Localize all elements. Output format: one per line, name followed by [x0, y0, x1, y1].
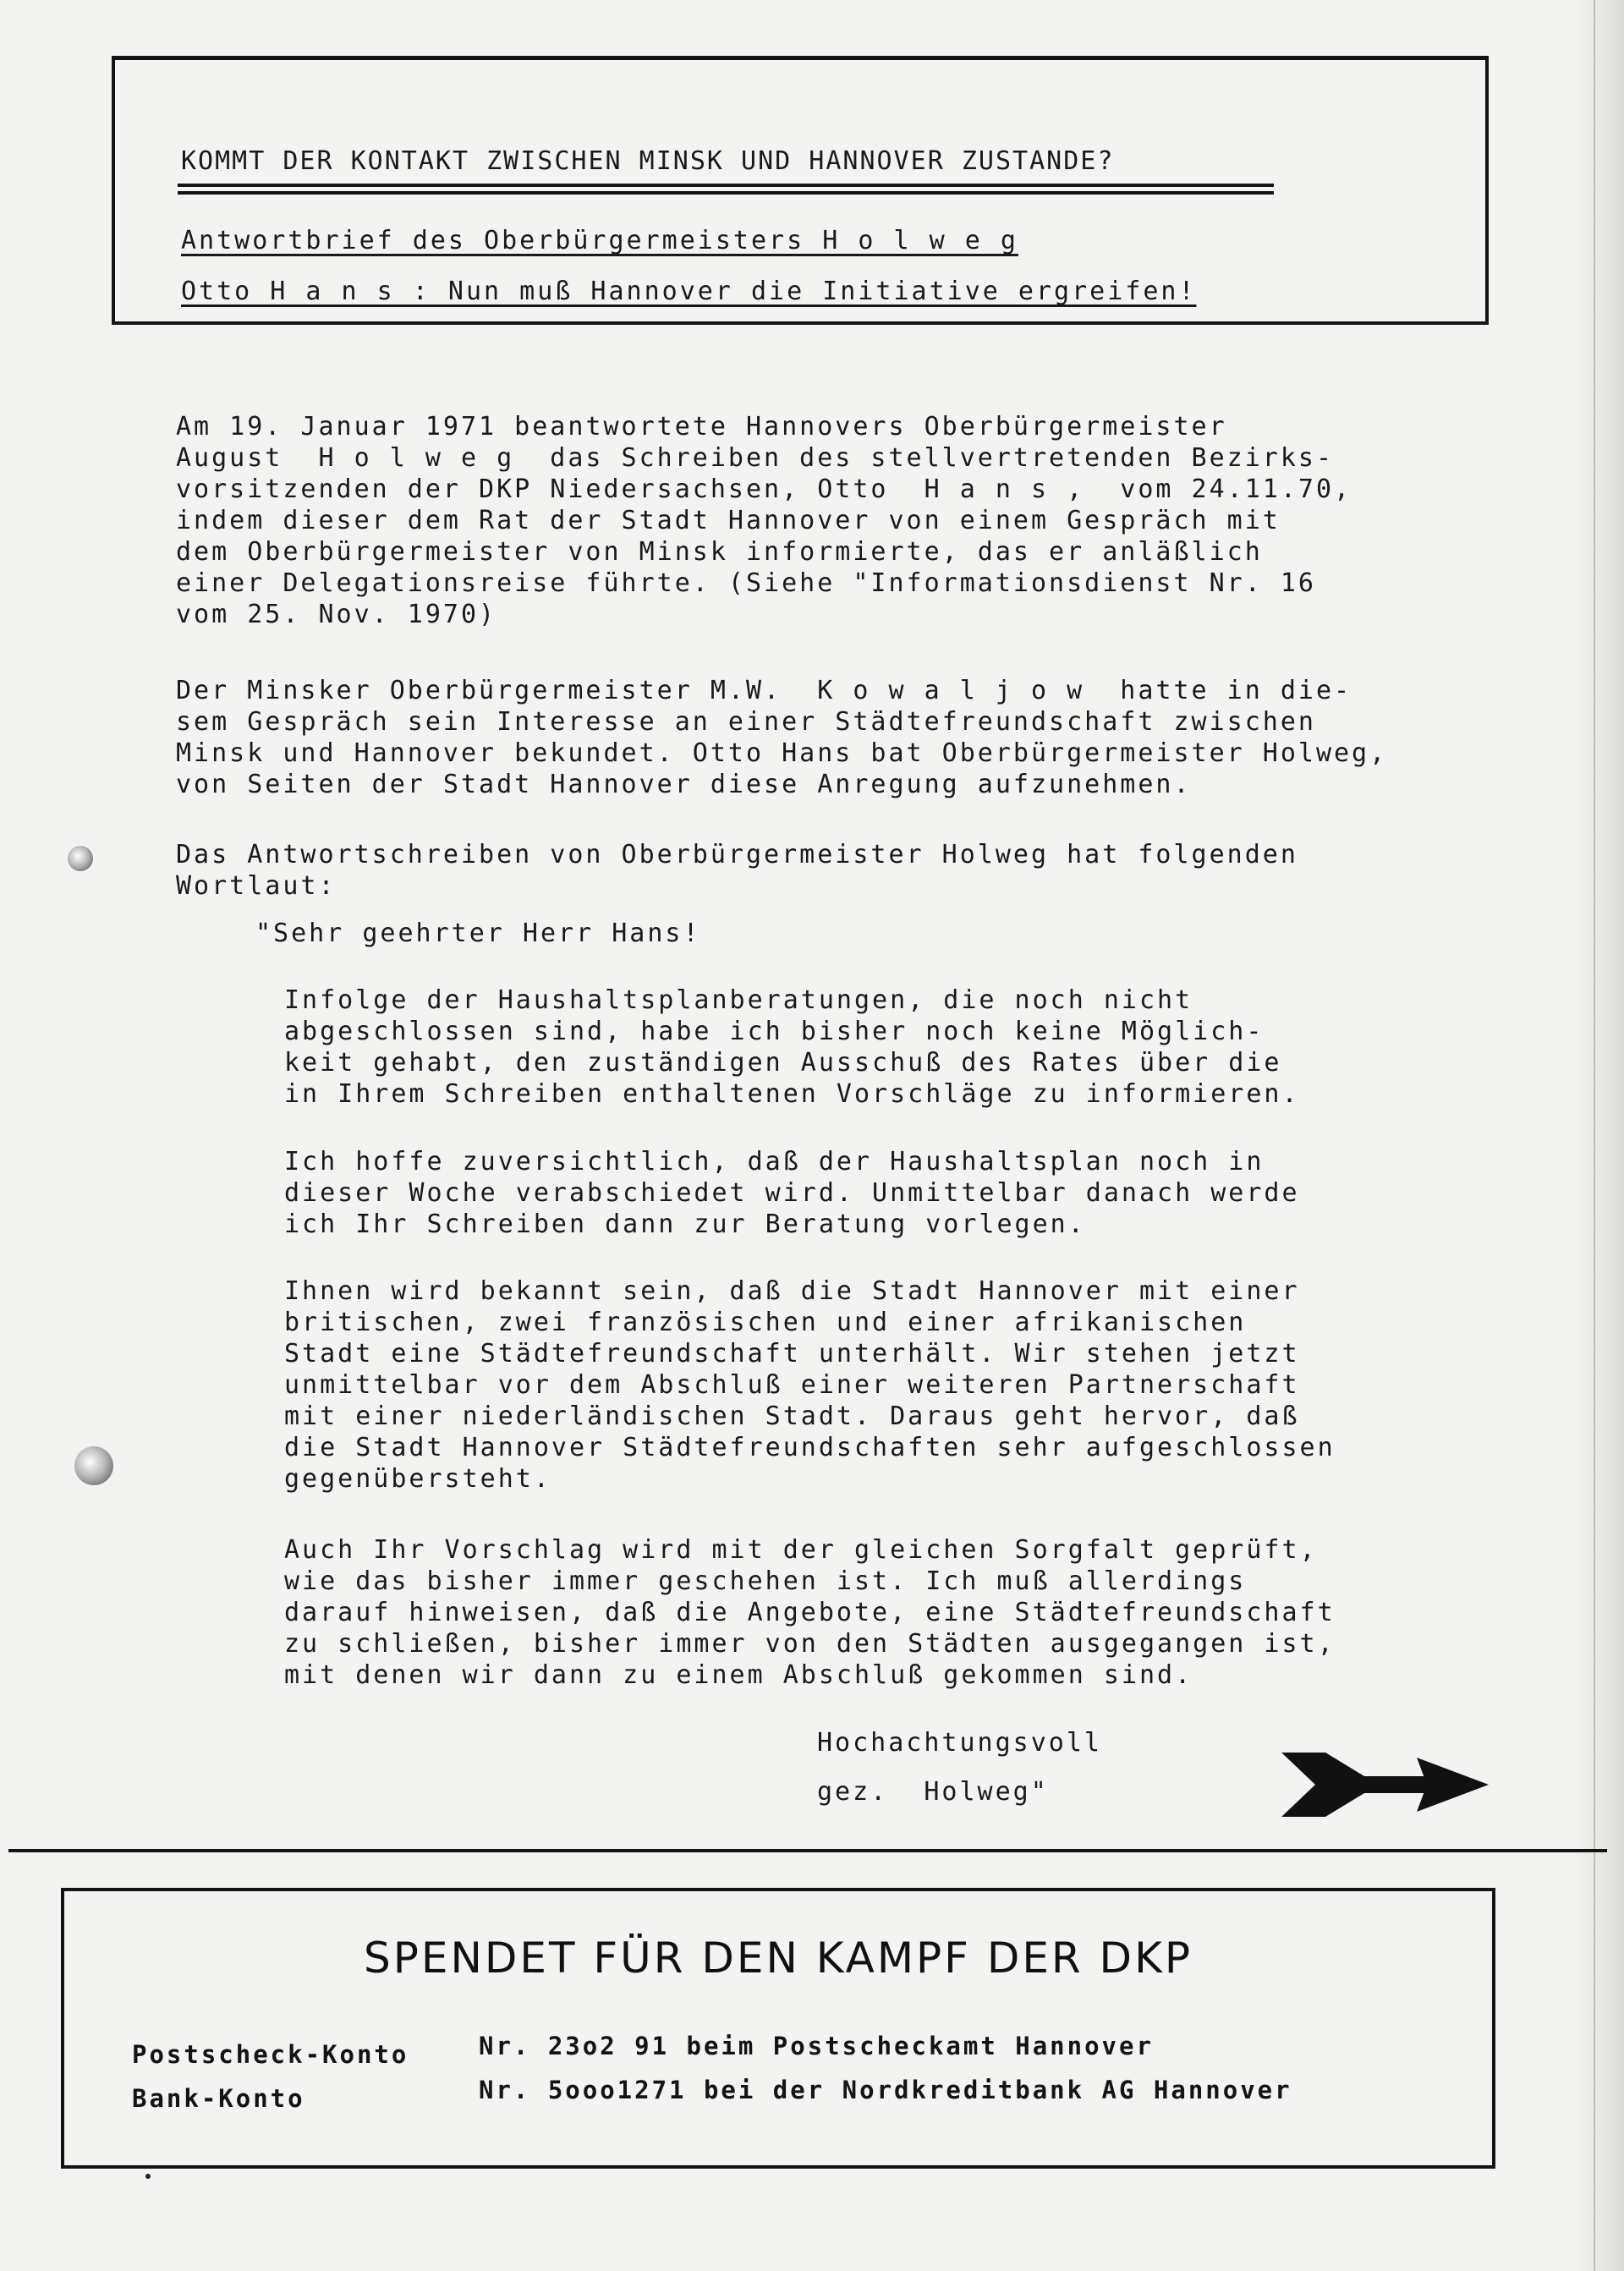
headline-double-rule-top: [178, 184, 1274, 187]
donation-box: [61, 1888, 1495, 2169]
headline-title: KOMMT DER KONTAKT ZWISCHEN MINSK UND HANNOVER ZUSTANDE?: [181, 146, 1115, 176]
account-detail-postscheck: Nr. 23o2 91 beim Postscheckamt Hannover: [479, 2032, 1154, 2060]
letter-signature: gez. Holweg": [817, 1777, 1049, 1807]
headline-double-rule-bottom: [178, 191, 1274, 195]
letter-greeting: "Sehr geehrter Herr Hans!: [255, 919, 701, 948]
letter-paragraph-4: Auch Ihr Vorschlag wird mit der gleichen Sorgfalt geprüft, wie das bisher immer geschehen ist. Ich muß allerdings darauf hinweisen, daß die Angebote, eine Städtefreundschaft zu schließen, bisher immer von den Städten ausgegangen ist, mit denen wir dann zu einem Abschluß gekommen sind.: [284, 1535, 1336, 1690]
body-paragraph-reply-intro: Das Antwortschreiben von Oberbürgermeister Holweg hat folgenden Wortlaut:: [176, 840, 1298, 901]
arrow-right-icon: [1281, 1751, 1493, 1818]
headline-subtitle-2: Otto H a n s : Nun muß Hannover die Initiative ergreifen!: [181, 277, 1197, 306]
headline-box: [112, 56, 1489, 325]
page-edge-shadow: [1573, 0, 1624, 2271]
account-detail-bank: Nr. 5ooo1271 bei der Nordkreditbank AG Hannover: [479, 2076, 1292, 2104]
account-label-bank: Bank-Konto: [132, 2084, 305, 2113]
letter-paragraph-3: Ihnen wird bekannt sein, daß die Stadt Hannover mit einer britischen, zwei französischen und einer afrikanischen Stadt eine Städtefreundschaft unterhält. Wir stehen jetzt unmittelbar vor dem Abschluß einer weiteren Partnerschaft mit einer niederländischen Stadt. Daraus geht hervor, daß die Stadt Hannover Städtefreundschaften sehr aufgeschlossen gegenübersteht.: [284, 1276, 1336, 1494]
section-divider: [8, 1849, 1607, 1852]
page-edge-line: [1594, 0, 1595, 2271]
punch-hole-icon: [68, 846, 93, 871]
stray-dot: [145, 2174, 151, 2179]
letter-closing: Hochachtungsvoll: [817, 1728, 1102, 1758]
account-label-postscheck: Postscheck-Konto: [132, 2040, 409, 2069]
punch-hole-icon: [74, 1446, 113, 1485]
letter-paragraph-2: Ich hoffe zuversichtlich, daß der Haushaltsplan noch in dieser Woche verabschiedet wird. Unmittelbar danach werde ich Ihr Schreiben dann zur Beratung vorlegen.: [284, 1147, 1300, 1239]
body-paragraph-intro: Am 19. Januar 1971 beantwortete Hannovers Oberbürgermeister August H o l w e g das Schreiben des stellvertretenden Bezirks- vorsitzenden der DKP Niedersachsen, Otto H a n s , vom 24.11.70, indem dieser dem Rat der Stadt Hannover von einem Gespräch mit dem Oberbürgermeister von Minsk informierte, das er anläßlich einer Delegationsreise führte. (Siehe "Informationsdienst Nr. 16 vom 25. Nov. 1970): [176, 412, 1352, 629]
body-paragraph-minsk: Der Minsker Oberbürgermeister M.W. K o w a l j o w hatte in die- sem Gespräch sein Interesse an einer Städtefreundschaft zwischen Minsk und Hannover bekundet. Otto Hans bat Oberbürgermeister Holweg, von Seiten der Stadt Hannover diese Anregung aufzunehmen.: [176, 676, 1388, 799]
letter-paragraph-1: Infolge der Haushaltsplanberatungen, die noch nicht abgeschlossen sind, habe ich bisher noch keine Möglich- keit gehabt, den zuständigen Ausschuß des Rates über die in Ihrem Schreiben enthaltenen Vorschläge zu informieren.: [284, 985, 1300, 1109]
headline-subtitle-1: Antwortbrief des Oberbürgermeisters H o l w e g: [181, 226, 1018, 255]
donation-title: SPENDET FÜR DEN KAMPF DER DKP: [363, 1934, 1193, 1983]
